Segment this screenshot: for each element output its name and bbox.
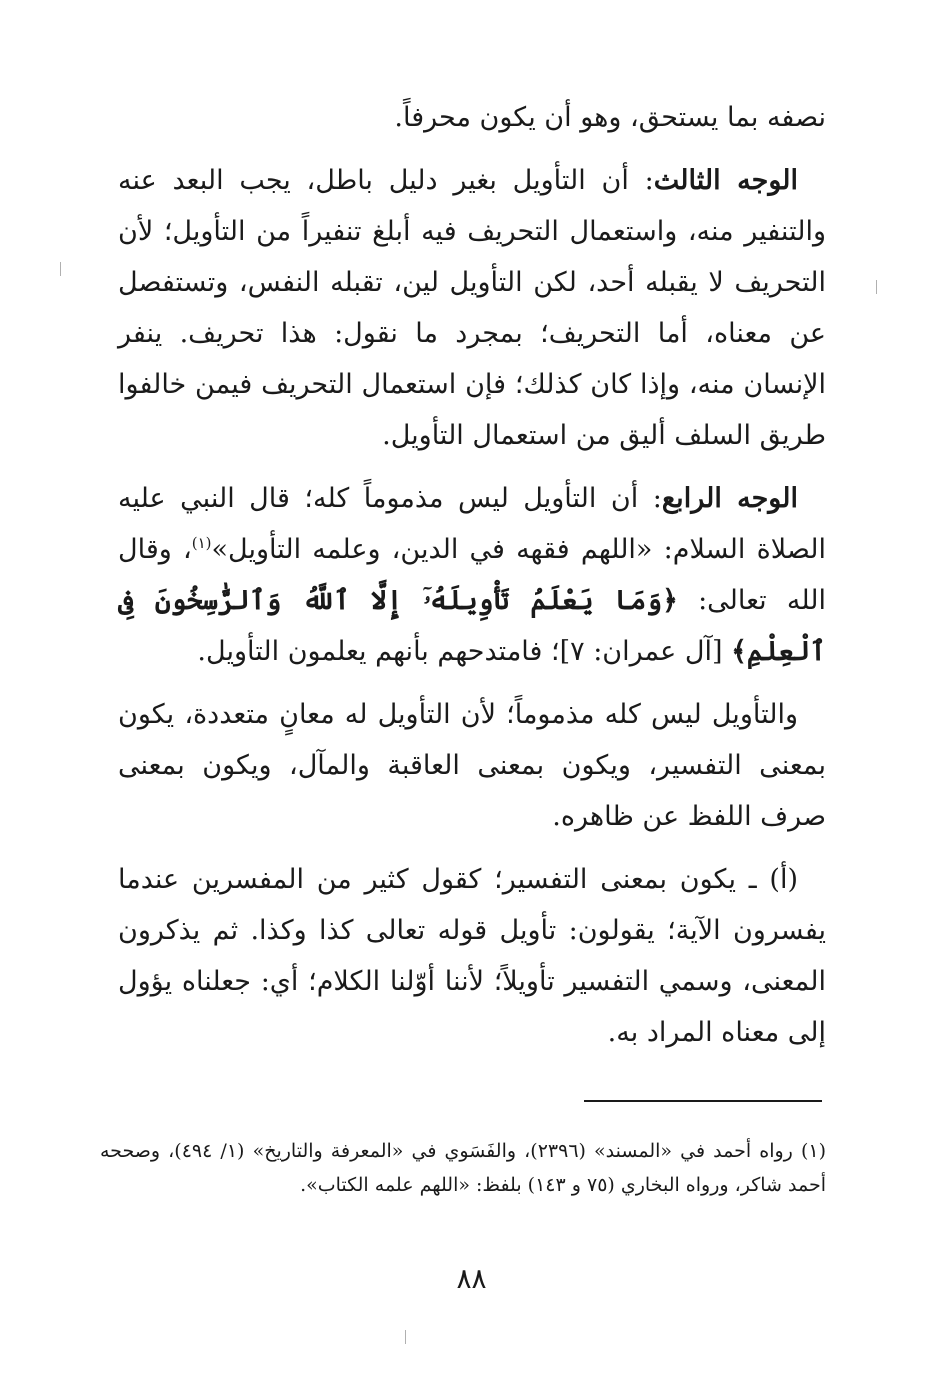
paragraph-text: : أن التأويل بغير دليل باطل، يجب البعد عنه والتنفير منه، واستعمال التحريف فيه أبلغ تنفيراً من التأويل؛ لأن التحريف لا يقبله أحد، لكن التأويل لين، تقبله النفس، وتستفصل عن معناه، أما التحريف؛ بمجرد ما نقول: هذا تحريف. ينفر الإنسان منه، وإذا كان كذلك؛ فإن استعمال التحريف فيمن خالفوا طريق السلف أليق من استعمال التأويل.: [118, 165, 826, 451]
scan-mark: [876, 280, 877, 294]
verse-citation: [آل عمران: ٧]؛ فامتدحهم بأنهم يعلمون التأويل.: [197, 636, 732, 667]
paragraph-text: (أ) ـ يكون بمعنى التفسير؛ كقول كثير من المفسرين عندما يفسرون الآية؛ يقولون: تأويل قوله تعالى كذا وكذا. ثم يذكرون المعنى، وسمي التفسير تأويلاً؛ لأننا أوّلنا الكلام؛ أي: جعلناه يؤول إلى معناه المراد به.: [118, 864, 826, 1048]
footnotes: [100, 1134, 826, 1202]
paragraph-text: نصفه بما يستحق، وهو أن يكون محرفاً.: [394, 102, 826, 133]
paragraph-meaning-a: [118, 854, 826, 1058]
scan-mark: [60, 262, 61, 276]
paragraph-meanings: [118, 689, 826, 842]
paragraph-heading: الوجه الثالث: [653, 165, 798, 196]
page-number: ٨٨: [456, 1262, 487, 1295]
quran-verse: ﴿وَمَا يَعْلَمُ تَأْوِيلَهُۥٓ إِلَّا ٱللَّهُ وَٱلرَّٰسِخُونَ فِى ٱلْعِلْمِ﴾: [118, 585, 826, 667]
scan-mark: [405, 1330, 406, 1344]
main-text: [118, 92, 826, 1070]
paragraph-text: والتأويل ليس كله مذموماً؛ لأن التأويل له معانٍ متعددة، يكون بمعنى التفسير، ويكون بمعنى العاقبة والمآل، ويكون بمعنى صرف اللفظ عن ظاهره.: [118, 699, 826, 832]
paragraph-third-aspect: [118, 155, 826, 461]
paragraph-heading: الوجه الرابع: [661, 483, 798, 514]
footnote-reference[interactable]: (١): [191, 534, 212, 552]
footnote-divider: [584, 1100, 822, 1102]
paragraph-text: ، وقال الله تعالى:: [118, 534, 826, 616]
paragraph-text: : أن التأويل ليس مذموماً كله؛ قال النبي عليه الصلاة السلام: «اللهم فقهه في الدين، وعلمه التأويل»: [118, 483, 826, 565]
footnote-1: (١) رواه أحمد في «المسند» (٢٣٩٦)، والفَسَوي في «المعرفة والتاريخ» (١/ ٤٩٤)، وصححه أحمد شاكر، ورواه البخاري (٧٥ و ١٤٣) بلفظ: «اللهم علمه الكتاب».: [100, 1140, 827, 1196]
paragraph-continuation: [118, 92, 826, 143]
paragraph-fourth-aspect: [118, 473, 826, 677]
